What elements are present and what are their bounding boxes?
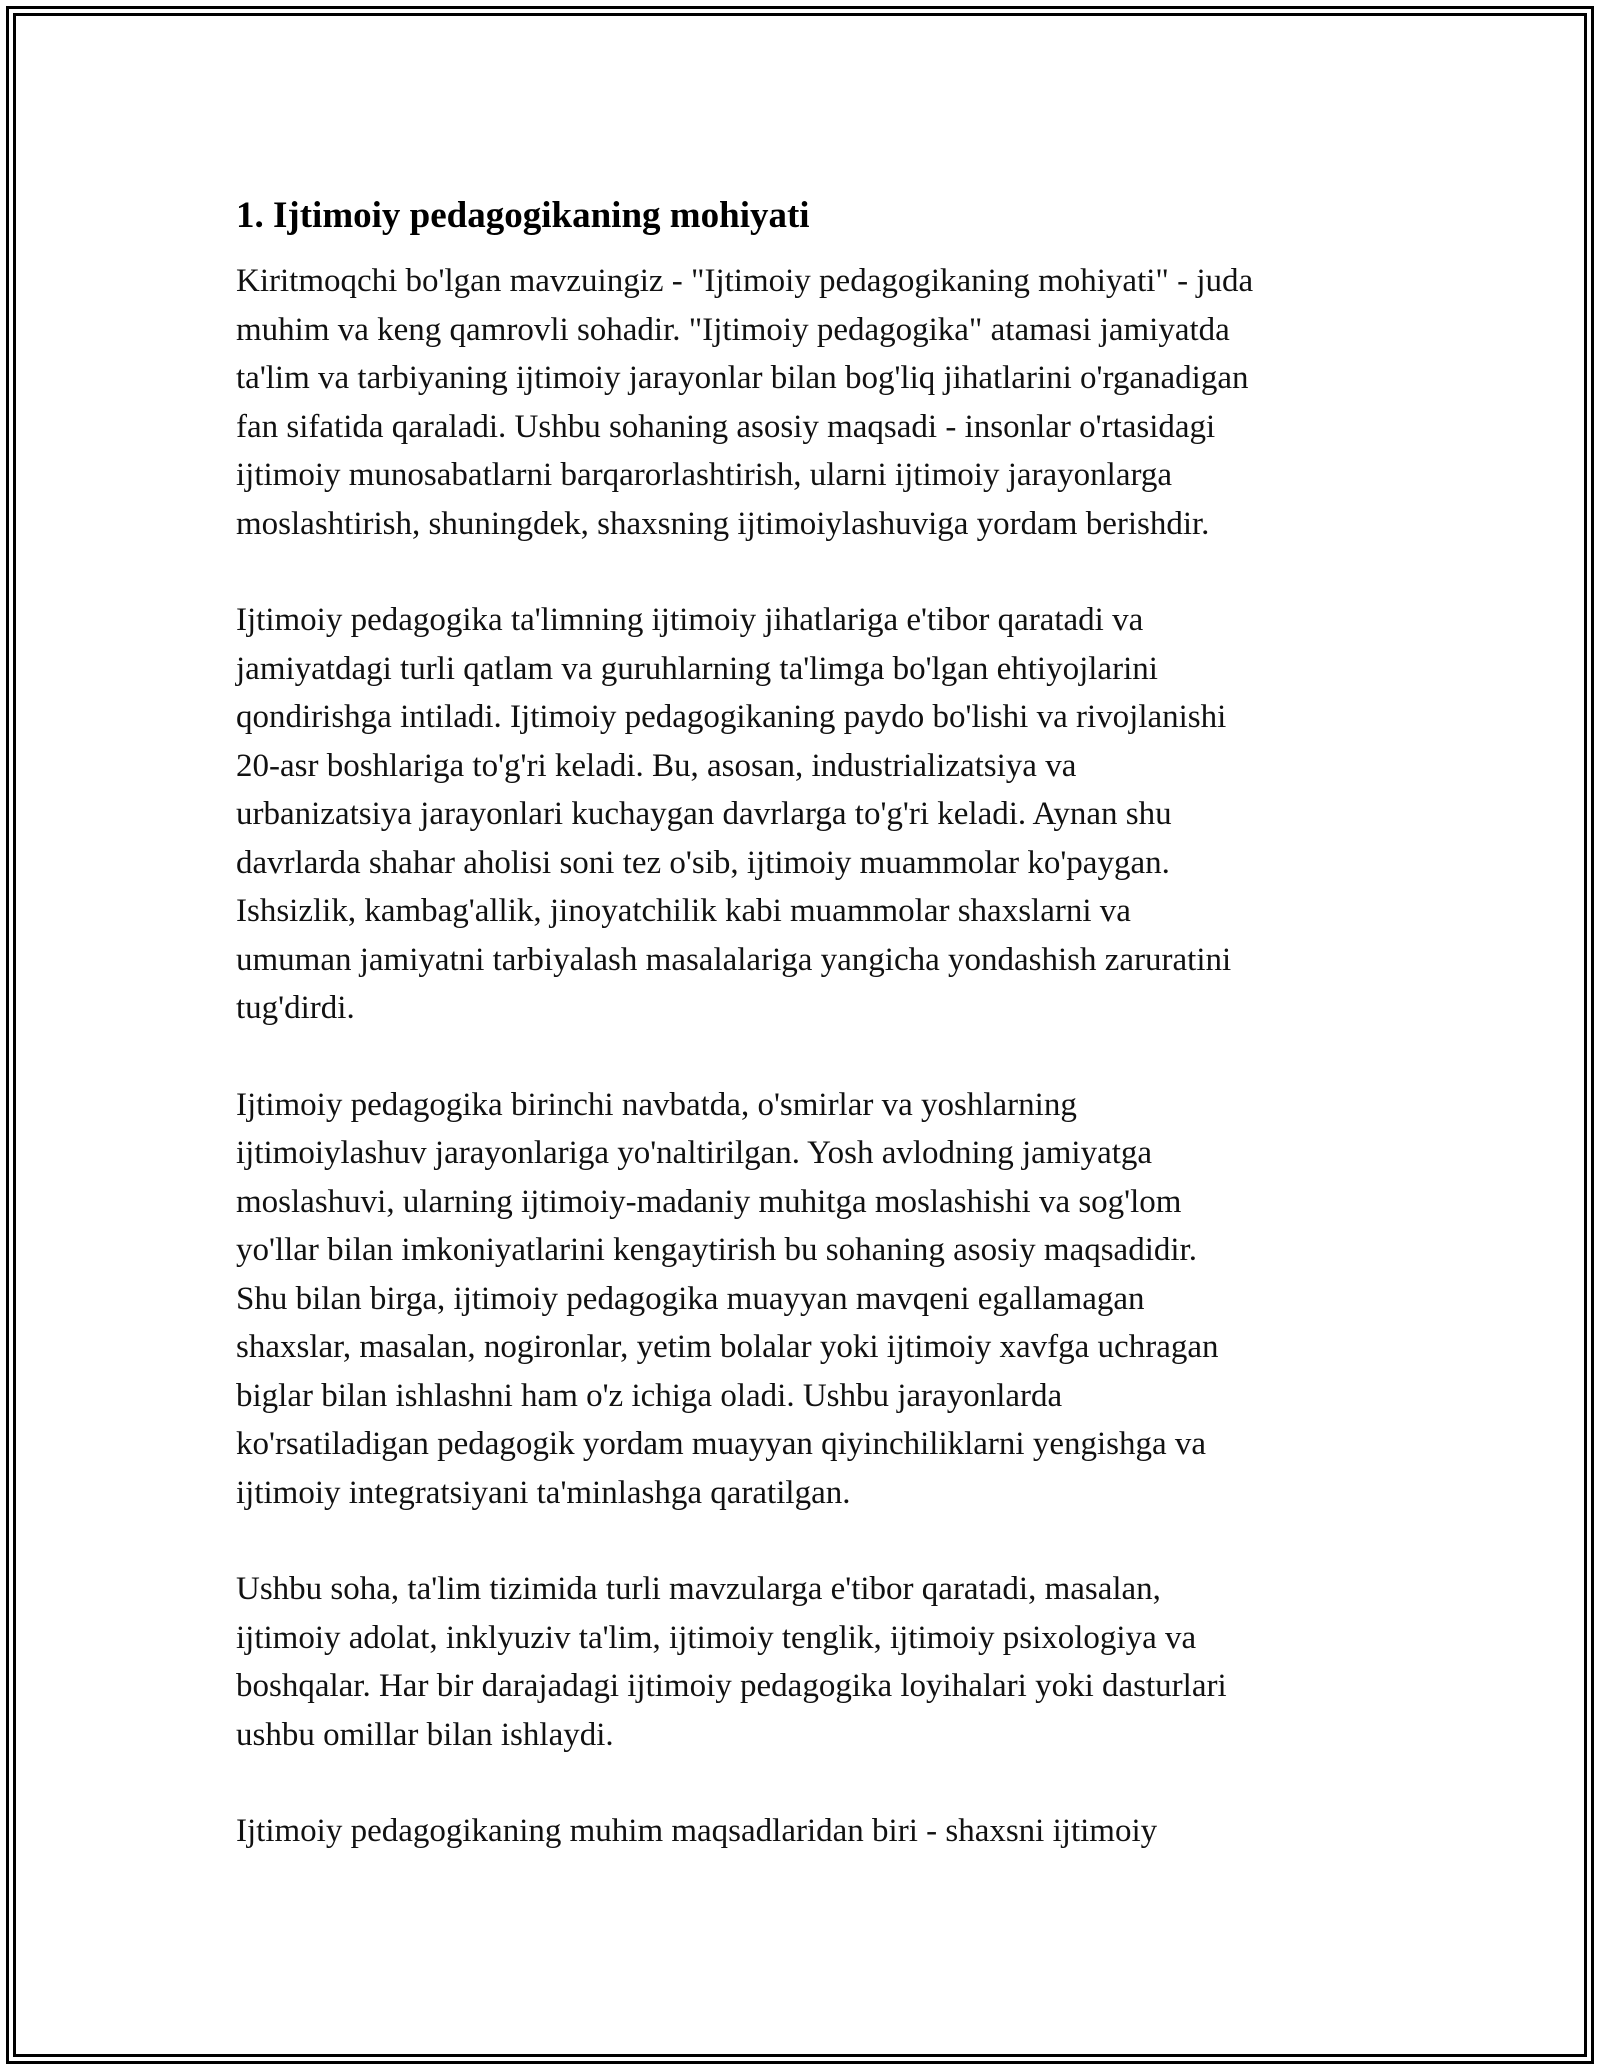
text-line: urbanizatsiya jarayonlari kuchaygan davrlarga to'g'ri keladi. Aynan shu	[236, 796, 1172, 832]
text-line: muhim va keng qamrovli sohadir. "Ijtimoiy pedagogika" atamasi jamiyatda	[236, 311, 1230, 348]
text-line: Ushbu soha, ta'lim tizimida turli mavzularga e'tibor qaratadi, masalan,	[236, 1571, 1161, 1607]
section-heading: 1. Ijtimoiy pedagogikaning mohiyati	[236, 195, 810, 236]
text-line: 20-asr boshlariga to'g'ri keladi. Bu, asosan, industrializatsiya va	[236, 747, 1077, 784]
text-line: Kiritmoqchi bo'lgan mavzuingiz - "Ijtimoiy pedagogikaning mohiyati" - juda	[236, 263, 1254, 299]
text-line: Shu bilan birga, ijtimoiy pedagogika muayyan mavqeni egallamagan	[236, 1280, 1145, 1317]
text-line: umuman jamiyatni tarbiyalash masalalariga yangicha yondashish zaruratini	[236, 941, 1232, 978]
paragraph-5	[236, 1807, 1376, 1856]
text-line: ushbu omillar bilan ishlaydi.	[236, 1716, 614, 1753]
text-line: Ijtimoiy pedagogikaning muhim maqsadlaridan biri - shaxsni ijtimoiy	[236, 1813, 1158, 1849]
paragraph-3	[236, 1081, 1376, 1518]
text-line: jamiyatdagi turli qatlam va guruhlarning ta'limga bo'lgan ehtiyojlarini	[236, 650, 1158, 687]
text-line: ijtimoiy munosabatlarni barqarorlashtirish, ularni ijtimoiy jarayonlarga	[236, 457, 1173, 493]
document-body	[236, 188, 1376, 1904]
text-line: Ijtimoiy pedagogika birinchi navbatda, o'smirlar va yoshlarning	[236, 1086, 1077, 1123]
text-line: shaxslar, masalan, nogironlar, yetim bolalar yoki ijtimoiy xavfga uchragan	[236, 1329, 1219, 1365]
text-line: Ijtimoiy pedagogika ta'limning ijtimoiy jihatlariga e'tibor qaratadi va	[236, 602, 1144, 638]
text-line: ijtimoiy integratsiyani ta'minlashga qaratilgan.	[236, 1474, 851, 1511]
text-line: boshqalar. Har bir darajadagi ijtimoiy pedagogika loyihalari yoki dasturlari	[236, 1668, 1227, 1704]
text-line: ko'rsatiladigan pedagogik yordam muayyan qiyinchiliklarni yengishga va	[236, 1426, 1207, 1462]
text-line: moslashuvi, ularning ijtimoiy-madaniy muhitga moslashishi va sog'lom	[236, 1183, 1182, 1220]
text-line: qondirishga intiladi. Ijtimoiy pedagogikaning paydo bo'lishi va rivojlanishi	[236, 699, 1227, 735]
text-line: yo'llar bilan imkoniyatlarini kengaytirish bu sohaning asosiy maqsadidir.	[236, 1232, 1197, 1268]
text-line: ijtimoiylashuv jarayonlariga yo'naltirilgan. Yosh avlodning jamiyatga	[236, 1135, 1153, 1171]
paragraph-2	[236, 596, 1376, 1033]
text-line: ijtimoiy adolat, inklyuziv ta'lim, ijtimoiy tenglik, ijtimoiy psixologiya va	[236, 1619, 1197, 1656]
text-line: Ishsizlik, kambag'allik, jinoyatchilik kabi muammolar shaxslarni va	[236, 893, 1131, 929]
text-line: fan sifatida qaraladi. Ushbu sohaning asosiy maqsadi - insonlar o'rtasidagi	[236, 408, 1216, 445]
text-line: moslashtirish, shuningdek, shaxsning ijtimoiylashuviga yordam berishdir.	[236, 505, 1210, 542]
text-line: tug'dirdi.	[236, 990, 355, 1026]
paragraph-1	[236, 257, 1376, 548]
paragraph-4	[236, 1565, 1376, 1759]
text-line: ta'lim va tarbiyaning ijtimoiy jarayonlar bilan bog'liq jihatlarini o'rganadigan	[236, 360, 1249, 396]
text-line: biglar bilan ishlashni ham o'z ichiga oladi. Ushbu jarayonlarda	[236, 1377, 1063, 1414]
text-line: davrlarda shahar aholisi soni tez o'sib, ijtimoiy muammolar ko'paygan.	[236, 844, 1170, 881]
